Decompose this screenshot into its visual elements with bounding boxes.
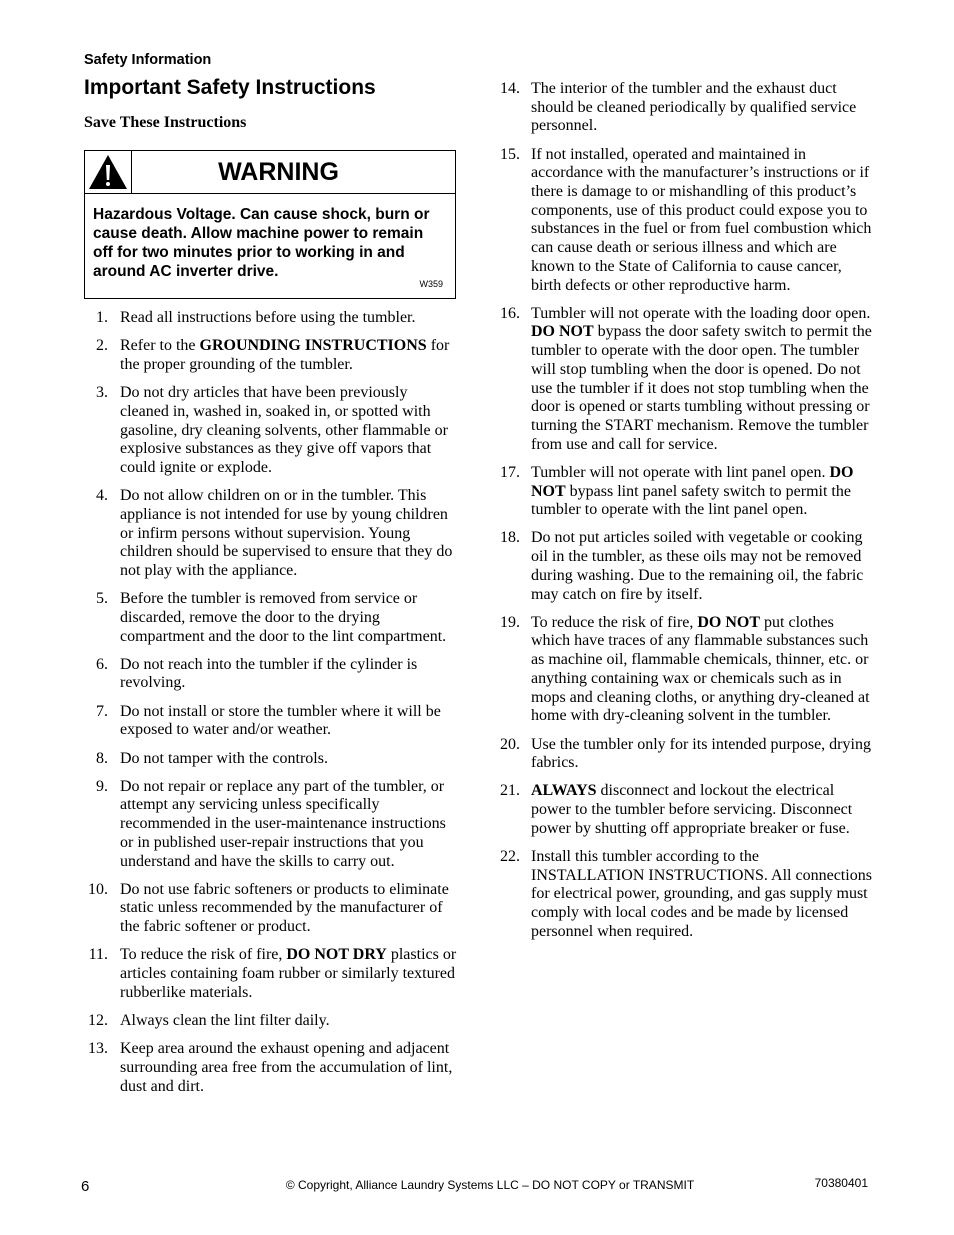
instruction-text-run: Install this tumbler according to the INSTALLATION INSTRUCTIONS. All connections for electrical power, grounding, and gas supply must comply with local codes and be made by licensed personnel when required. bbox=[531, 848, 872, 940]
instruction-item bbox=[496, 80, 874, 136]
instruction-text bbox=[120, 703, 458, 740]
instruction-text-run: To reduce the risk of fire, bbox=[531, 613, 698, 631]
instruction-text-run: Do not reach into the tumbler if the cylinder is revolving. bbox=[120, 655, 418, 692]
instruction-text bbox=[120, 778, 458, 872]
warning-text: Hazardous Voltage. Can cause shock, burn or cause death. Allow machine power to remain off for two minutes prior to working in and around AC inverter drive. bbox=[93, 206, 430, 280]
instruction-emphasis: DO NOT DRY bbox=[286, 946, 387, 964]
instruction-number: 2. bbox=[96, 337, 108, 355]
instruction-item bbox=[496, 782, 874, 838]
instruction-number: 5. bbox=[96, 590, 108, 608]
instruction-emphasis: DO NOT bbox=[531, 463, 854, 500]
instruction-emphasis: DO NOT bbox=[531, 323, 594, 341]
instruction-item bbox=[84, 656, 458, 693]
instruction-item bbox=[496, 529, 874, 604]
instruction-text bbox=[531, 464, 874, 520]
instruction-text-run: bypass the door safety switch to permit the tumbler to operate with the door open. The tumbler will stop tumbling when the door is opened. Do not use the tumbler if it does not stop tumbling when the door is opened or starts tumbling without pressing or turning the START mechanism. Remove the tumbler from use and call for service. bbox=[531, 323, 872, 453]
instruction-text-run: Do not use fabric softeners or products to eliminate static unless recommended by the manufacturer of the fabric softener or product. bbox=[120, 880, 449, 936]
instruction-text bbox=[120, 750, 458, 769]
document-number: 70380401 bbox=[814, 1176, 868, 1190]
instruction-text bbox=[120, 337, 458, 374]
instruction-number: 22. bbox=[500, 848, 520, 866]
instruction-text-run: Keep area around the exhaust opening and adjacent surrounding area free from the accumulation of lint, dust and dirt. bbox=[120, 1040, 453, 1095]
instruction-item bbox=[496, 848, 874, 942]
instruction-text bbox=[531, 736, 874, 773]
instruction-text bbox=[531, 80, 874, 136]
instruction-text bbox=[531, 146, 874, 296]
instruction-text-run: Do not dry articles that have been previously cleaned in, washed in, soaked in, or spotted with gasoline, dry cleaning solvents, other flammable or explosive substances as they give off vapors that could ignite or explode. bbox=[120, 384, 448, 476]
instruction-item bbox=[84, 1012, 458, 1031]
page-title: Important Safety Instructions bbox=[84, 76, 376, 99]
instruction-text-run: disconnect and lockout the electrical power to the tumbler before servicing. Disconnect power by shutting off appropriate breaker or fuse. bbox=[531, 782, 853, 837]
instruction-text-run: Tumbler will not operate with lint panel open. bbox=[531, 463, 830, 481]
instruction-text bbox=[531, 529, 874, 604]
instruction-text bbox=[120, 487, 458, 581]
instruction-text-run: bypass lint panel safety switch to permit the tumbler to operate with the lint panel open. bbox=[531, 482, 851, 519]
instruction-item bbox=[496, 614, 874, 726]
instruction-item bbox=[84, 337, 458, 374]
instruction-number: 8. bbox=[96, 749, 108, 767]
instruction-text-run: Do not allow children on or in the tumbler. This appliance is not intended for use by young children or infirm persons without supervision. Young children should be supervised to ensure that they do not play with the appliance. bbox=[120, 487, 453, 579]
instruction-item bbox=[84, 703, 458, 740]
instruction-text-run: plastics or articles containing foam rubber or similarly textured rubberlike materials. bbox=[120, 946, 457, 1001]
instruction-text bbox=[531, 305, 874, 455]
instruction-text-run: If not installed, operated and maintained in accordance with the manufacturer’s instructions or if there is damage to or mishandling of this product’s components, use of this product could expose you to substances in the fuel or from fuel combustion which can cause death or serious illness and which are known to the State of California to cause cancer, birth defects or other reproductive harm. bbox=[531, 145, 872, 294]
instruction-number: 3. bbox=[96, 384, 108, 402]
instruction-text-run: The interior of the tumbler and the exhaust duct should be cleaned periodically by qualified service personnel. bbox=[531, 80, 857, 135]
instruction-text-run: Do not install or store the tumbler where it will be exposed to water and/or weather. bbox=[120, 702, 441, 739]
instruction-number: 1. bbox=[96, 309, 108, 326]
instruction-item bbox=[496, 146, 874, 296]
instruction-number: 14. bbox=[500, 80, 520, 97]
instruction-item bbox=[84, 309, 458, 328]
instruction-item bbox=[84, 590, 458, 646]
instruction-number: 9. bbox=[96, 777, 108, 795]
instruction-number: 6. bbox=[96, 655, 108, 673]
warning-icon-cell bbox=[85, 151, 132, 193]
instruction-item bbox=[84, 1040, 458, 1096]
instruction-number: 12. bbox=[88, 1012, 108, 1029]
instruction-text-run: Do not repair or replace any part of the tumbler, or attempt any servicing unless specifically recommended in the user-maintenance instructions or in published user-repair instructions that you understand and have the skills to carry out. bbox=[120, 777, 446, 870]
instruction-item bbox=[496, 305, 874, 455]
instruction-text-run: To reduce the risk of fire, bbox=[120, 946, 287, 964]
instruction-number: 10. bbox=[88, 880, 108, 898]
instruction-list-right bbox=[496, 80, 874, 951]
instruction-item bbox=[84, 881, 458, 937]
instruction-text bbox=[120, 1012, 458, 1031]
instruction-number: 11. bbox=[88, 946, 108, 964]
instruction-number: 20. bbox=[500, 735, 520, 753]
warning-header bbox=[85, 151, 455, 194]
instruction-text bbox=[120, 946, 458, 1002]
instruction-emphasis: DO NOT bbox=[697, 613, 761, 631]
warning-code: W359 bbox=[419, 279, 443, 289]
section-label: Safety Information bbox=[84, 52, 212, 68]
instruction-item bbox=[496, 464, 874, 520]
instruction-item bbox=[84, 750, 458, 769]
instruction-number: 17. bbox=[500, 463, 520, 481]
instruction-item bbox=[84, 384, 458, 478]
instruction-number: 13. bbox=[88, 1040, 108, 1058]
instruction-item bbox=[84, 487, 458, 581]
instruction-text-run: Before the tumbler is removed from service or discarded, remove the door to the drying compartment and the door to the lint compartment. bbox=[120, 590, 447, 645]
instruction-item bbox=[84, 946, 458, 1002]
instruction-text bbox=[120, 590, 458, 646]
page-footer bbox=[0, 1176, 954, 1196]
instruction-text-run: Use the tumbler only for its intended purpose, drying fabrics. bbox=[531, 735, 871, 772]
page-number: 6 bbox=[81, 1178, 90, 1195]
instruction-number: 18. bbox=[500, 529, 520, 547]
warning-box bbox=[84, 150, 456, 299]
instruction-text-run: Do not put articles soiled with vegetable or cooking oil in the tumbler, as these oils may not be removed during washing. Due to the remaining oil, the fabric may catch on fire by itself. bbox=[531, 529, 864, 603]
instruction-text bbox=[531, 614, 874, 726]
instruction-text-run: Refer to the bbox=[120, 337, 200, 355]
instruction-list-left bbox=[84, 309, 458, 1106]
instruction-number: 7. bbox=[96, 702, 108, 720]
instruction-number: 15. bbox=[500, 145, 520, 163]
copyright-notice: © Copyright, Alliance Laundry Systems LLC – DO NOT COPY or TRANSMIT bbox=[285, 1178, 695, 1192]
instruction-text bbox=[120, 881, 458, 937]
instruction-text bbox=[120, 309, 458, 328]
instruction-text bbox=[120, 1040, 458, 1096]
instruction-text-run: put clothes which have traces of any flammable substances such as machine oil, flammable chemicals, thinner, etc. or anything containing wax or chemicals such as in mops and cleaning cloths, or anything dry-cleaned at home with dry-cleaning solvent in the tumbler. bbox=[531, 613, 870, 725]
instruction-number: 19. bbox=[500, 613, 520, 631]
instruction-item bbox=[84, 778, 458, 872]
instruction-text-run: Always clean the lint filter daily. bbox=[120, 1012, 330, 1029]
page-subtitle: Save These Instructions bbox=[84, 114, 247, 131]
instruction-text bbox=[120, 656, 458, 693]
instruction-text-run: Tumbler will not operate with the loading door open. bbox=[531, 304, 871, 322]
instruction-text bbox=[120, 384, 458, 478]
instruction-text bbox=[531, 848, 874, 942]
instruction-emphasis: GROUNDING INSTRUCTIONS bbox=[199, 337, 427, 355]
instruction-number: 4. bbox=[96, 487, 108, 505]
warning-title: WARNING bbox=[218, 158, 339, 186]
instruction-number: 21. bbox=[500, 782, 520, 800]
instruction-text-run: Read all instructions before using the tumbler. bbox=[120, 309, 416, 326]
instruction-text-run: for the proper grounding of the tumbler. bbox=[120, 337, 450, 373]
warning-triangle-icon bbox=[88, 154, 128, 190]
instruction-number: 16. bbox=[500, 304, 520, 322]
instruction-item bbox=[496, 736, 874, 773]
instruction-text bbox=[531, 782, 874, 838]
instruction-text-run: Do not tamper with the controls. bbox=[120, 749, 328, 767]
instruction-emphasis: ALWAYS bbox=[531, 782, 597, 800]
